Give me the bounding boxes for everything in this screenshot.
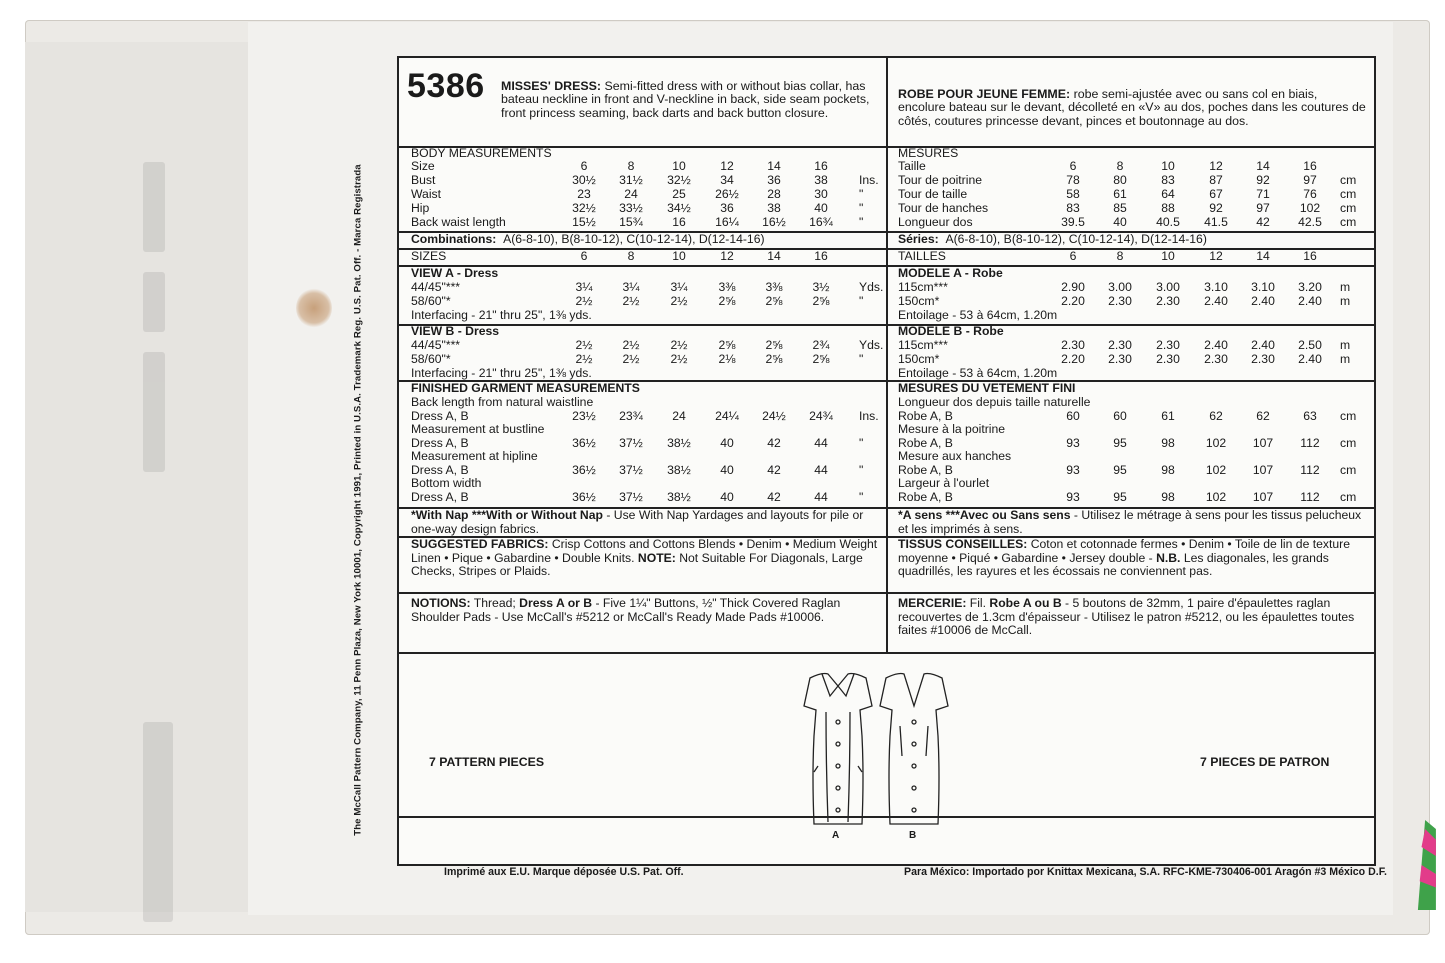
row-value: 95 — [1113, 489, 1127, 504]
row-value: 38½ — [667, 489, 691, 504]
row-value: 40 — [720, 462, 734, 477]
row-value: 6 — [580, 159, 588, 173]
row-value: 38½ — [667, 462, 691, 477]
a-sens-note: *A sens ***Avec ou Sans sens - Utilisez le métrage à sens pour les tissus pelucheux et les imprimés à sens. — [898, 508, 1362, 536]
row-label: Robe A, B — [898, 489, 953, 504]
row-unit: m — [1340, 280, 1351, 294]
row-value: 2.20 — [1061, 294, 1085, 308]
row-value: 44 — [814, 435, 828, 450]
row-value: 80 — [1113, 173, 1127, 187]
nap-note: *With Nap ***With or Without Nap - Use With Nap Yardages and layouts for pile or one-way design fabrics. — [411, 508, 864, 536]
row-value: 2⅝ — [718, 338, 736, 352]
row-value: 31½ — [619, 173, 643, 187]
row-value: 2.30 — [1156, 294, 1180, 308]
size-header: 10 — [1161, 249, 1175, 263]
row-value: 2.30 — [1251, 352, 1275, 366]
modele-a-entoilage: Entoilage - 53 à 64cm, 1.20m — [898, 308, 1058, 322]
finished-heading: FINISHED GARMENT MEASUREMENTS — [411, 381, 640, 395]
row-value: 107 — [1252, 435, 1274, 450]
row-unit: " — [859, 201, 864, 215]
row-value: 2.40 — [1251, 338, 1275, 352]
row-value: 60 — [1113, 408, 1127, 423]
row-value: 3½ — [812, 280, 830, 294]
row-unit: Yds. — [859, 280, 884, 294]
tissus-conseilles: TISSUS CONSEILLES: Coton et cotonnade fermes • Denim • Toile de lin de texture moyenne • Piqué • Gabardine • Jersey double - N.B. Les diagonales, les grands quadrillés, les rayures et les écossais ne conviennent pas. — [898, 537, 1350, 579]
row-value: 98 — [1161, 462, 1175, 477]
row-value: 98 — [1161, 489, 1175, 504]
pattern-pieces-count: 7 PATTERN PIECES — [429, 755, 545, 769]
row-value: 2.40 — [1298, 294, 1322, 308]
row-value: 25 — [672, 187, 686, 201]
row-label: 150cm* — [898, 294, 940, 308]
row-unit: " — [859, 489, 864, 504]
row-value: 3¼ — [622, 280, 640, 294]
row-value: 24 — [672, 408, 686, 423]
size-header: 14 — [1256, 249, 1270, 263]
vetement-fini-heading: MESURES DU VETEMENT FINI — [898, 381, 1076, 395]
bleed-through-print — [135, 162, 195, 722]
row-value: 2.50 — [1298, 338, 1322, 352]
row-value: 92 — [1256, 173, 1270, 187]
row-value: 92 — [1209, 201, 1223, 215]
row-value: 42 — [767, 489, 781, 504]
row-value: 16¼ — [715, 215, 739, 229]
row-value: 2½ — [622, 352, 640, 366]
row-label: 58/60"* — [411, 294, 451, 308]
row-value: 85 — [1113, 201, 1127, 215]
row-label: Tour de taille — [898, 187, 968, 201]
row-value: 3.00 — [1108, 280, 1132, 294]
row-value: 2.30 — [1061, 338, 1085, 352]
row-label: Back waist length — [411, 215, 506, 229]
row-value: 37½ — [619, 489, 643, 504]
row-label: Robe A, B — [898, 408, 953, 423]
size-header: 8 — [627, 249, 635, 263]
row-value: 95 — [1113, 435, 1127, 450]
row-value: 8 — [627, 159, 635, 173]
row-value: 2⅛ — [718, 352, 736, 366]
row-value: 44 — [814, 462, 828, 477]
row-value: 71 — [1256, 187, 1270, 201]
row-value: 34 — [720, 173, 734, 187]
row-value: 3.20 — [1298, 280, 1322, 294]
row-value: 2½ — [622, 294, 640, 308]
row-value: 2.30 — [1156, 352, 1180, 366]
rule — [399, 592, 1374, 594]
row-value: 2½ — [670, 294, 688, 308]
row-value: 40.5 — [1156, 215, 1180, 229]
row-value: 40 — [720, 435, 734, 450]
measurement-caption: Mesure aux hanches — [898, 449, 1012, 463]
row-unit: cm — [1340, 187, 1357, 201]
row-label: Dress A, B — [411, 435, 469, 450]
row-unit: m — [1340, 338, 1351, 352]
pattern-info-sheet — [397, 56, 1376, 866]
row-value: 93 — [1066, 435, 1080, 450]
rule — [399, 265, 1374, 267]
row-value: 8 — [1116, 159, 1124, 173]
row-value: 42 — [767, 435, 781, 450]
row-unit: m — [1340, 294, 1351, 308]
row-value: 40 — [720, 489, 734, 504]
row-value: 10 — [1161, 159, 1175, 173]
row-value: 2.40 — [1204, 294, 1228, 308]
row-label: Dress A, B — [411, 489, 469, 504]
row-value: 37½ — [619, 462, 643, 477]
notions: NOTIONS: Thread; Dress A or B - Five 1¼" Buttons, ½" Thick Covered Raglan Shoulder Pads - Use McCall's #5212 or McCall's Ready Made Pads #10006. — [411, 596, 841, 624]
sizes-label: SIZES — [411, 249, 447, 263]
row-value: 23½ — [572, 408, 596, 423]
row-unit: m — [1340, 352, 1351, 366]
row-value: 97 — [1303, 173, 1317, 187]
stain-mark — [296, 288, 332, 328]
row-value: 2.30 — [1156, 338, 1180, 352]
row-value: 42.5 — [1298, 215, 1322, 229]
row-value: 2⅝ — [812, 352, 830, 366]
sketch-label-a: A — [832, 830, 840, 841]
size-header: 14 — [767, 249, 781, 263]
row-label: 150cm* — [898, 352, 940, 366]
row-value: 2⅝ — [812, 294, 830, 308]
mercerie: MERCERIE: Fil. Robe A ou B - 5 boutons de 32mm, 1 paire d'épaulettes raglan recouvertes de 1.3cm d'épaisseur - Utilisez le patron #5212, ou les épaulettes toutes faites #10006 de McCall. — [898, 596, 1355, 638]
row-unit: cm — [1340, 489, 1357, 504]
row-value: 38½ — [667, 435, 691, 450]
row-value: 37½ — [619, 435, 643, 450]
row-value: 15¾ — [619, 215, 643, 229]
row-value: 98 — [1161, 435, 1175, 450]
row-value: 34½ — [667, 201, 691, 215]
row-value: 112 — [1300, 462, 1320, 477]
colored-edge-strip — [1415, 820, 1437, 910]
size-header: 16 — [1303, 249, 1317, 263]
row-value: 2.30 — [1204, 352, 1228, 366]
row-value: 6 — [1069, 159, 1077, 173]
measurement-caption: Mesure à la poitrine — [898, 422, 1006, 436]
row-value: 2¾ — [812, 338, 830, 352]
row-value: 3⅜ — [718, 280, 736, 294]
row-value: 76 — [1303, 187, 1317, 201]
mesures-heading: MESURES — [898, 146, 959, 160]
size-header: 10 — [672, 249, 686, 263]
row-value: 2½ — [575, 352, 593, 366]
body-measurements-heading: BODY MEASUREMENTS — [411, 146, 552, 160]
measurement-caption: Longueur dos depuis taille naturelle — [898, 395, 1091, 409]
row-value: 2.90 — [1061, 280, 1085, 294]
row-value: 30 — [814, 187, 828, 201]
row-value: 61 — [1161, 408, 1175, 423]
row-label: Robe A, B — [898, 462, 953, 477]
row-label: 44/45"*** — [411, 338, 461, 352]
row-value: 112 — [1300, 489, 1320, 504]
row-value: 112 — [1300, 435, 1320, 450]
modele-b-label: MODELE B - Robe — [898, 324, 1004, 338]
row-value: 87 — [1209, 173, 1223, 187]
row-value: 107 — [1252, 489, 1274, 504]
row-value: 24½ — [762, 408, 786, 423]
row-value: 2.30 — [1108, 352, 1132, 366]
row-value: 14 — [767, 159, 781, 173]
row-label: Longueur dos — [898, 215, 973, 229]
row-value: 24¼ — [715, 408, 739, 423]
row-value: 36½ — [572, 462, 596, 477]
row-label: Dress A, B — [411, 462, 469, 477]
row-value: 63 — [1303, 408, 1317, 423]
pieces-de-patron-count: 7 PIECES DE PATRON — [1200, 755, 1330, 769]
modele-a-label: MODELE A - Robe — [898, 266, 1003, 280]
row-value: 107 — [1252, 462, 1274, 477]
dress-sketches — [782, 666, 952, 841]
rule — [399, 652, 1374, 654]
row-value: 2½ — [622, 338, 640, 352]
row-value: 16 — [672, 215, 686, 229]
row-value: 3⅜ — [765, 280, 783, 294]
row-value: 24¾ — [809, 408, 833, 423]
row-value: 2½ — [575, 294, 593, 308]
pattern-number: 5386 — [407, 67, 485, 105]
row-label: Bust — [411, 173, 436, 187]
row-value: 28 — [767, 187, 781, 201]
size-header: 12 — [1209, 249, 1223, 263]
row-value: 40 — [1113, 215, 1127, 229]
row-value: 36½ — [572, 489, 596, 504]
row-value: 3¼ — [670, 280, 688, 294]
row-value: 16½ — [762, 215, 786, 229]
row-value: 38 — [814, 173, 828, 187]
row-value: 32½ — [572, 201, 596, 215]
row-value: 83 — [1066, 201, 1080, 215]
row-label: Tour de poitrine — [898, 173, 983, 187]
row-value: 2.30 — [1108, 338, 1132, 352]
row-value: 16 — [1303, 159, 1317, 173]
row-label: 58/60"* — [411, 352, 451, 366]
view-a-interfacing: Interfacing - 21" thru 25", 1⅜ yds. — [411, 308, 592, 322]
row-value: 2⅝ — [765, 338, 783, 352]
footer-right: Para México: Importado por Knittax Mexicana, S.A. RFC-KME-730406-001 Aragón #3 México D.F. — [904, 866, 1387, 878]
row-value: 97 — [1256, 201, 1270, 215]
row-value: 2.40 — [1298, 352, 1322, 366]
row-value: 3.10 — [1204, 280, 1228, 294]
row-unit: " — [859, 435, 864, 450]
row-value: 2.30 — [1108, 294, 1132, 308]
row-value: 41.5 — [1204, 215, 1228, 229]
row-value: 64 — [1161, 187, 1175, 201]
row-unit: " — [859, 294, 864, 308]
tailles-label: TAILLES — [898, 249, 946, 263]
row-value: 42 — [1256, 215, 1270, 229]
row-label: 115cm*** — [898, 338, 948, 352]
row-label: Waist — [411, 187, 442, 201]
row-unit: " — [859, 352, 864, 366]
row-value: 15½ — [572, 215, 596, 229]
row-value: 88 — [1161, 201, 1175, 215]
row-value: 2⅝ — [718, 294, 736, 308]
row-value: 38 — [767, 201, 781, 215]
description: MISSES' DRESS: Semi-fitted dress with or without bias collar, has bateau neckline in front and V-neckline in back, side seam pockets, front princess seaming, back darts and back button closure. — [501, 79, 870, 120]
row-label: Size — [411, 159, 435, 173]
row-value: 36 — [720, 201, 734, 215]
size-header: 6 — [580, 249, 588, 263]
row-value: 44 — [814, 489, 828, 504]
row-value: 95 — [1113, 462, 1127, 477]
row-value: 93 — [1066, 462, 1080, 477]
row-value: 36 — [767, 173, 781, 187]
view-b-interfacing: Interfacing - 21" thru 25", 1⅜ yds. — [411, 366, 592, 380]
row-value: 102 — [1205, 435, 1227, 450]
measurement-caption: Measurement at bustline — [411, 422, 545, 436]
row-value: 2.20 — [1061, 352, 1085, 366]
row-unit: cm — [1340, 173, 1357, 187]
row-value: 93 — [1066, 489, 1080, 504]
row-value: 33½ — [619, 201, 643, 215]
row-label: Hip — [411, 201, 430, 215]
row-value: 30½ — [572, 173, 596, 187]
row-value: 2½ — [670, 352, 688, 366]
row-value: 102 — [1299, 201, 1321, 215]
row-value: 23 — [577, 187, 591, 201]
envelope-flap — [25, 42, 267, 912]
row-label: Dress A, B — [411, 408, 469, 423]
row-unit: cm — [1340, 462, 1357, 477]
row-value: 24 — [624, 187, 638, 201]
rule — [399, 324, 1374, 326]
size-header: 16 — [814, 249, 828, 263]
measurement-caption: Largeur à l'ourlet — [898, 476, 990, 490]
row-value: 102 — [1205, 489, 1227, 504]
row-value: 36½ — [572, 435, 596, 450]
row-value: 60 — [1066, 408, 1080, 423]
row-value: 14 — [1256, 159, 1270, 173]
row-value: 40 — [814, 201, 828, 215]
row-value: 16 — [814, 159, 828, 173]
row-value: 3.00 — [1156, 280, 1180, 294]
row-value: 102 — [1205, 462, 1227, 477]
footer-left: Imprimé aux E.U. Marque déposée U.S. Pat. Off. — [444, 866, 684, 878]
series: Séries: A(6-8-10), B(8-10-12), C(10-12-14), D(12-14-16) — [898, 232, 1207, 246]
row-value: 2.40 — [1251, 294, 1275, 308]
row-value: 3¼ — [575, 280, 593, 294]
measurement-caption: Bottom width — [411, 476, 482, 490]
suggested-fabrics: SUGGESTED FABRICS: Crisp Cottons and Cottons Blends • Denim • Medium Weight Linen • Pique • Gabardine • Double Knits. NOTE: Not Suitable For Diagonals, Large Checks, Stripes or Plaids. — [411, 537, 878, 579]
row-unit: cm — [1340, 435, 1357, 450]
row-unit: cm — [1340, 408, 1357, 423]
row-value: 83 — [1161, 173, 1175, 187]
row-value: 16¾ — [809, 215, 833, 229]
row-label: 115cm*** — [898, 280, 948, 294]
row-label: 44/45"*** — [411, 280, 461, 294]
row-value: 61 — [1113, 187, 1127, 201]
measurement-caption: Back length from natural waistline — [411, 395, 594, 409]
row-value: 3.10 — [1251, 280, 1275, 294]
row-unit: " — [859, 462, 864, 477]
row-label: Robe A, B — [898, 435, 953, 450]
row-value: 26½ — [715, 187, 739, 201]
row-value: 58 — [1066, 187, 1080, 201]
row-value: 12 — [720, 159, 734, 173]
row-label: Taille — [898, 159, 926, 173]
description-fr: ROBE POUR JEUNE FEMME: robe semi-ajustée avec ou sans col en biais, encolure bateau sur le devant, décolleté en «V» au dos, poches dans les coutures de côtés, coutures princesse devant, pinces et boutonnage au dos. — [898, 87, 1366, 128]
row-value: 39.5 — [1061, 215, 1085, 229]
modele-b-entoilage: Entoilage - 53 à 64cm, 1.20m — [898, 366, 1058, 380]
row-value: 62 — [1256, 408, 1270, 423]
row-unit: " — [859, 215, 864, 229]
row-value: 78 — [1066, 173, 1080, 187]
row-value: 2½ — [670, 338, 688, 352]
row-value: 10 — [672, 159, 686, 173]
row-label: Tour de hanches — [898, 201, 989, 215]
row-unit: Ins. — [859, 408, 879, 423]
size-header: 8 — [1116, 249, 1124, 263]
view-b-label: VIEW B - Dress — [411, 324, 500, 338]
row-unit: Ins. — [859, 173, 879, 187]
row-value: 32½ — [667, 173, 691, 187]
row-value: 2½ — [575, 338, 593, 352]
row-value: 12 — [1209, 159, 1223, 173]
row-value: 2⅝ — [765, 352, 783, 366]
row-value: 23¾ — [619, 408, 643, 423]
row-value: 2.40 — [1204, 338, 1228, 352]
row-unit: cm — [1340, 201, 1357, 215]
row-unit: " — [859, 187, 864, 201]
row-value: 2⅝ — [765, 294, 783, 308]
size-header: 12 — [720, 249, 734, 263]
row-value: 67 — [1209, 187, 1223, 201]
row-value: 62 — [1209, 408, 1223, 423]
row-unit: cm — [1340, 215, 1357, 229]
measurement-caption: Measurement at hipline — [411, 449, 538, 463]
row-unit: Yds. — [859, 338, 884, 352]
view-a-label: VIEW A - Dress — [411, 266, 499, 280]
row-value: 42 — [767, 462, 781, 477]
size-header: 6 — [1069, 249, 1077, 263]
sketch-label-b: B — [909, 830, 917, 841]
combinations: Combinations: A(6-8-10), B(8-10-12), C(10-12-14), D(12-14-16) — [411, 232, 765, 246]
